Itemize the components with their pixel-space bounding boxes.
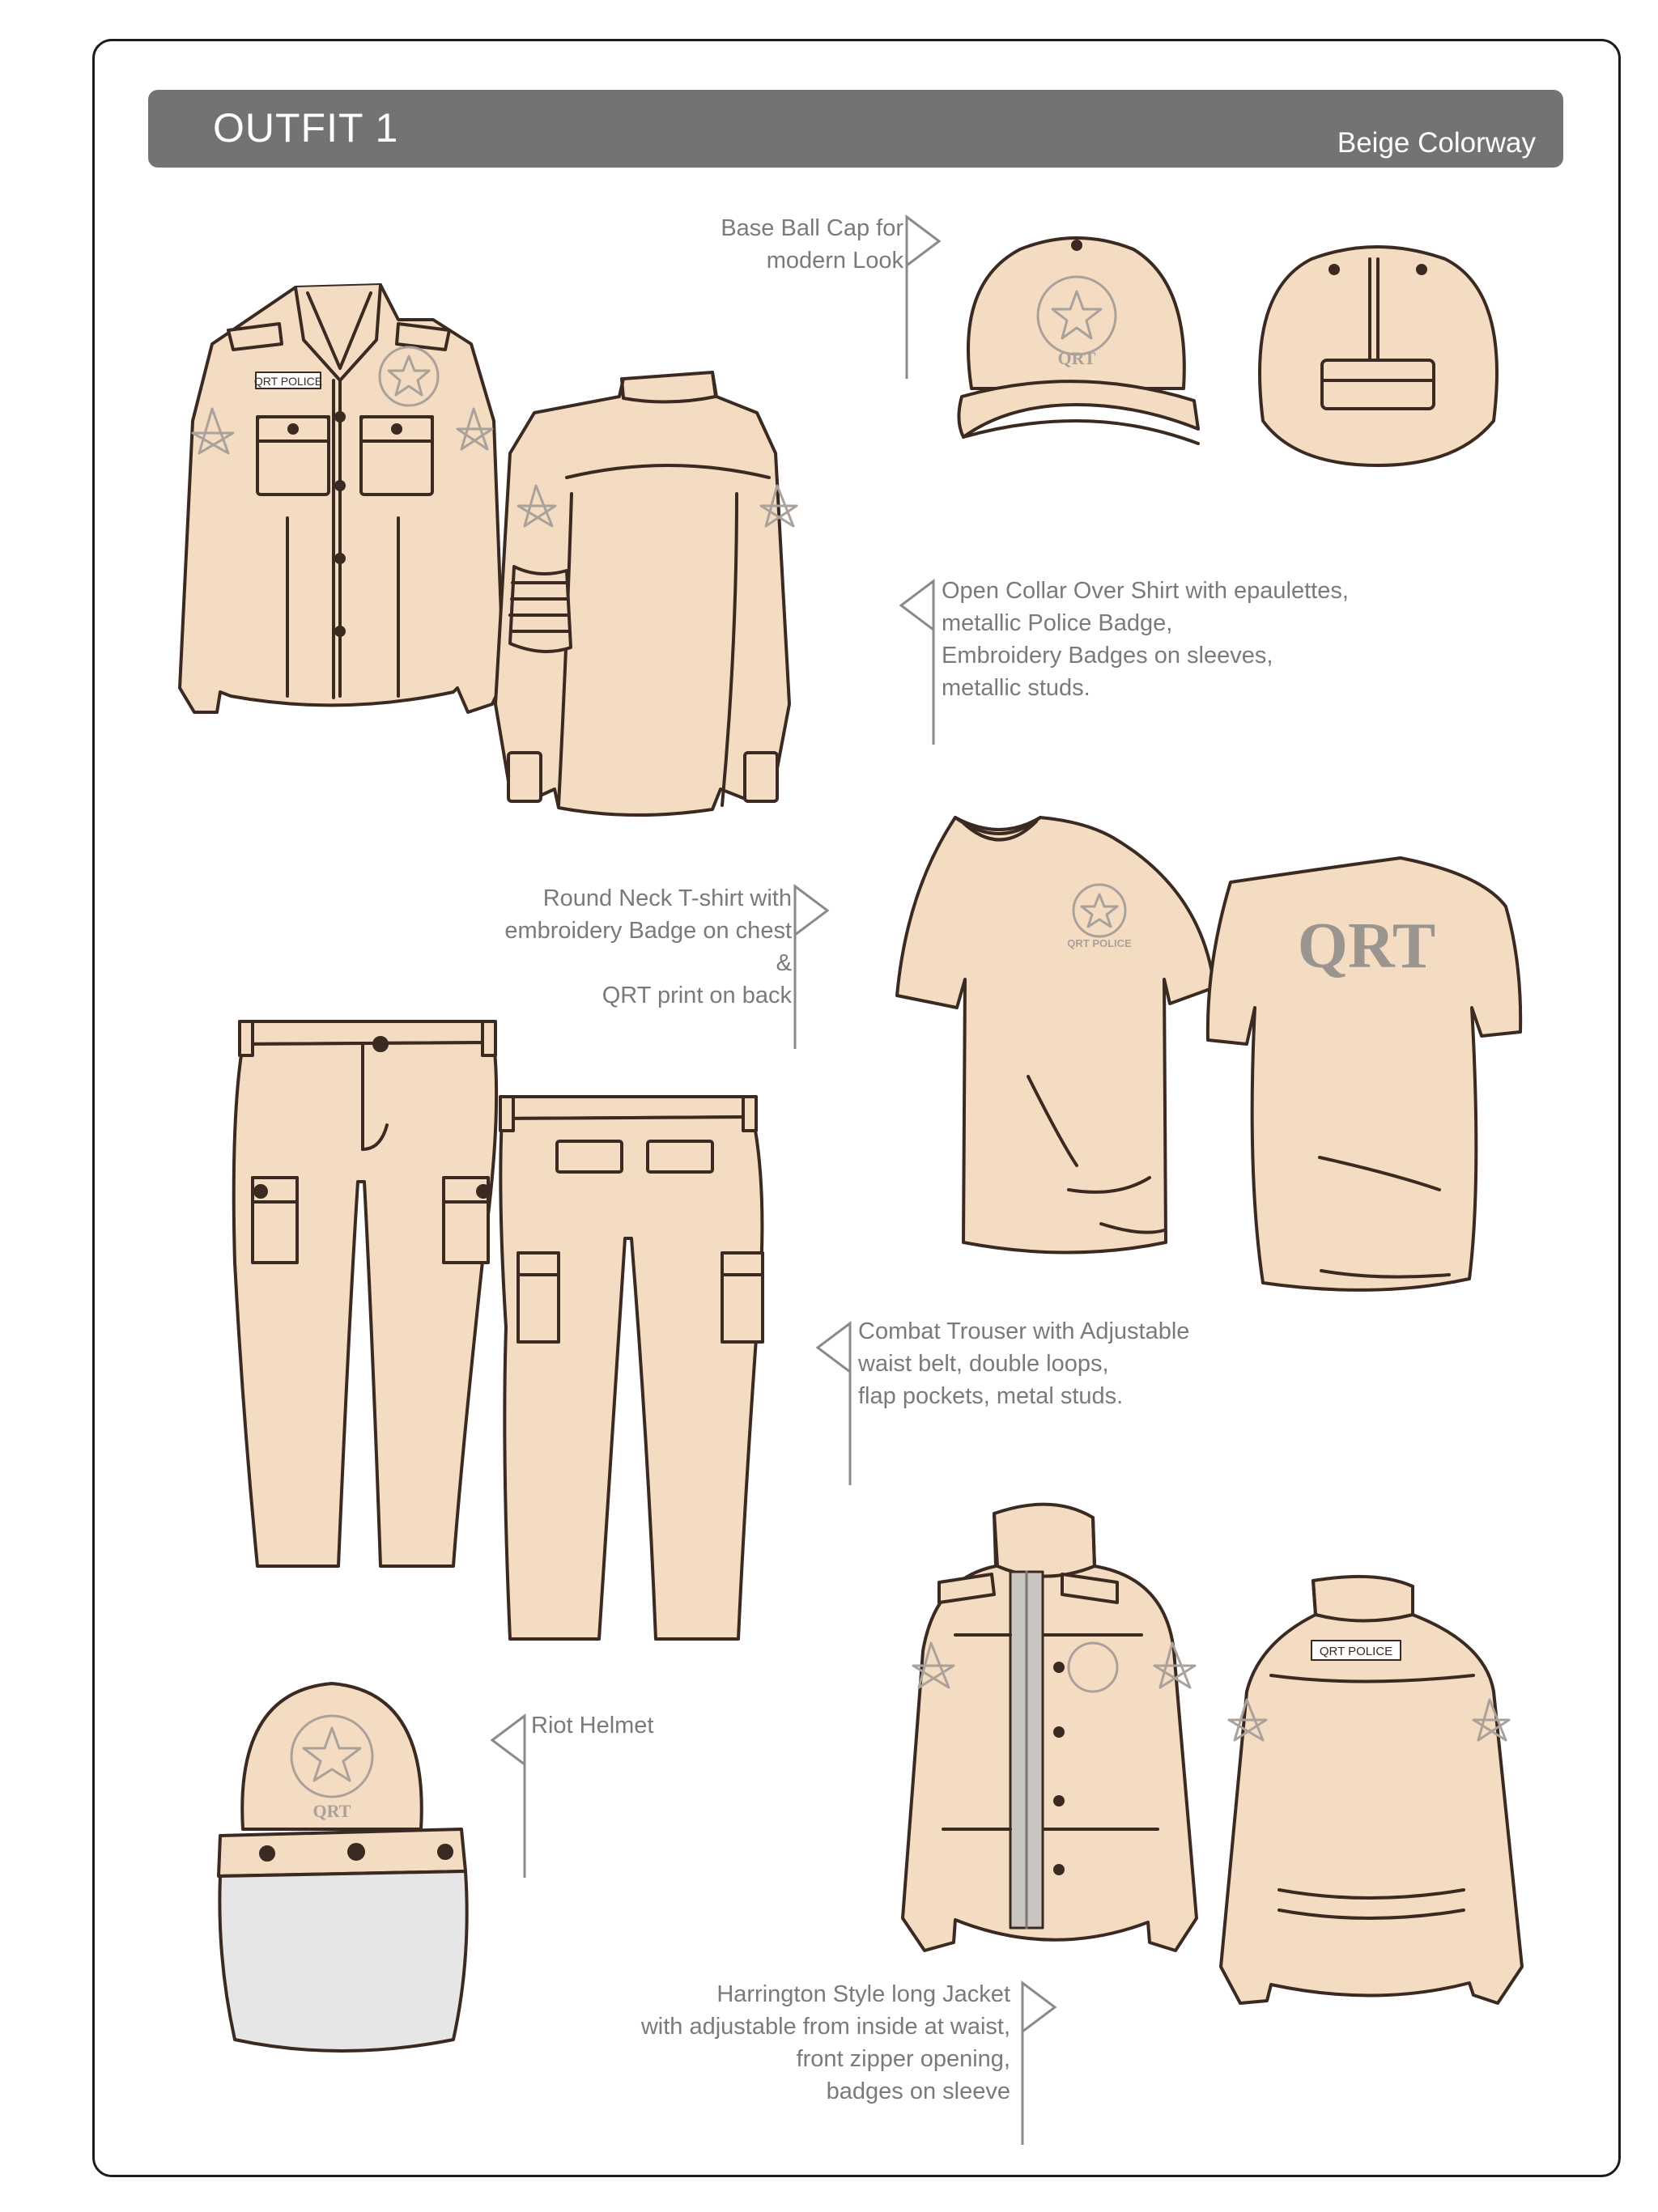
note-cap-line: modern Look bbox=[766, 248, 903, 274]
note-tshirt-line: QRT print on back bbox=[602, 983, 792, 1008]
helmet-badge-text: QRT bbox=[312, 1801, 351, 1821]
note-jacket bbox=[641, 1978, 1010, 2108]
callout-jacket bbox=[1022, 1983, 1055, 2145]
note-cap bbox=[721, 212, 903, 277]
shirt-back-sketch bbox=[495, 372, 797, 815]
trouser-back-sketch bbox=[500, 1097, 763, 1639]
cap-back-sketch bbox=[1260, 247, 1497, 465]
jacket-back-sketch bbox=[1221, 1577, 1522, 2003]
note-shirt bbox=[942, 575, 1349, 704]
note-cap-line: Base Ball Cap for bbox=[721, 215, 903, 241]
riot-helmet-sketch bbox=[219, 1683, 467, 2051]
note-trouser-line: Combat Trouser with Adjustable bbox=[858, 1318, 1190, 1344]
note-tshirt-line: embroidery Badge on chest bbox=[504, 918, 792, 944]
note-jacket-line: badges on sleeve bbox=[826, 2078, 1010, 2104]
colorway-label: Beige Colorway bbox=[1337, 127, 1536, 159]
tshirt-back-sketch bbox=[1208, 858, 1520, 1290]
callout-cap bbox=[907, 217, 939, 379]
note-jacket-line: Harrington Style long Jacket bbox=[716, 1981, 1010, 2007]
shirt-name-tag: QRT POLICE bbox=[253, 375, 323, 388]
callout-shirt bbox=[901, 581, 933, 745]
tshirt-front-sketch bbox=[897, 817, 1214, 1253]
note-tshirt bbox=[504, 882, 792, 1012]
cap-front-sketch bbox=[959, 238, 1198, 444]
tshirt-back-print: QRT bbox=[1297, 911, 1436, 982]
note-helmet-line: Riot Helmet bbox=[531, 1713, 654, 1739]
callout-tshirt bbox=[795, 886, 827, 1049]
tshirt-chest-badge: QRT POLICE bbox=[1067, 937, 1132, 949]
note-helmet bbox=[531, 1709, 654, 1742]
shirt-front-sketch bbox=[180, 285, 504, 712]
note-shirt-line: Open Collar Over Shirt with epaulettes, bbox=[942, 578, 1349, 604]
trouser-front-sketch bbox=[234, 1021, 496, 1566]
note-trouser bbox=[858, 1315, 1189, 1412]
note-jacket-line: front zipper opening, bbox=[796, 2046, 1010, 2072]
note-trouser-line: waist belt, double loops, bbox=[858, 1351, 1109, 1377]
note-trouser-line: flap pockets, metal studs. bbox=[858, 1383, 1124, 1409]
outfit-title: OUTFIT 1 bbox=[213, 105, 399, 151]
note-tshirt-line: Round Neck T-shirt with bbox=[542, 885, 792, 911]
callout-trouser bbox=[818, 1323, 850, 1485]
note-tshirt-line: & bbox=[776, 950, 792, 976]
jacket-front-sketch bbox=[903, 1505, 1197, 1951]
note-jacket-line: with adjustable from inside at waist, bbox=[640, 2014, 1010, 2040]
note-shirt-line: Embroidery Badges on sleeves, bbox=[942, 643, 1273, 669]
callout-helmet bbox=[492, 1716, 525, 1878]
note-shirt-line: metallic studs. bbox=[942, 675, 1090, 701]
note-shirt-line: metallic Police Badge, bbox=[942, 610, 1173, 636]
cap-badge-text: QRT bbox=[1057, 348, 1096, 368]
jacket-back-tag: QRT POLICE bbox=[1319, 1645, 1393, 1658]
